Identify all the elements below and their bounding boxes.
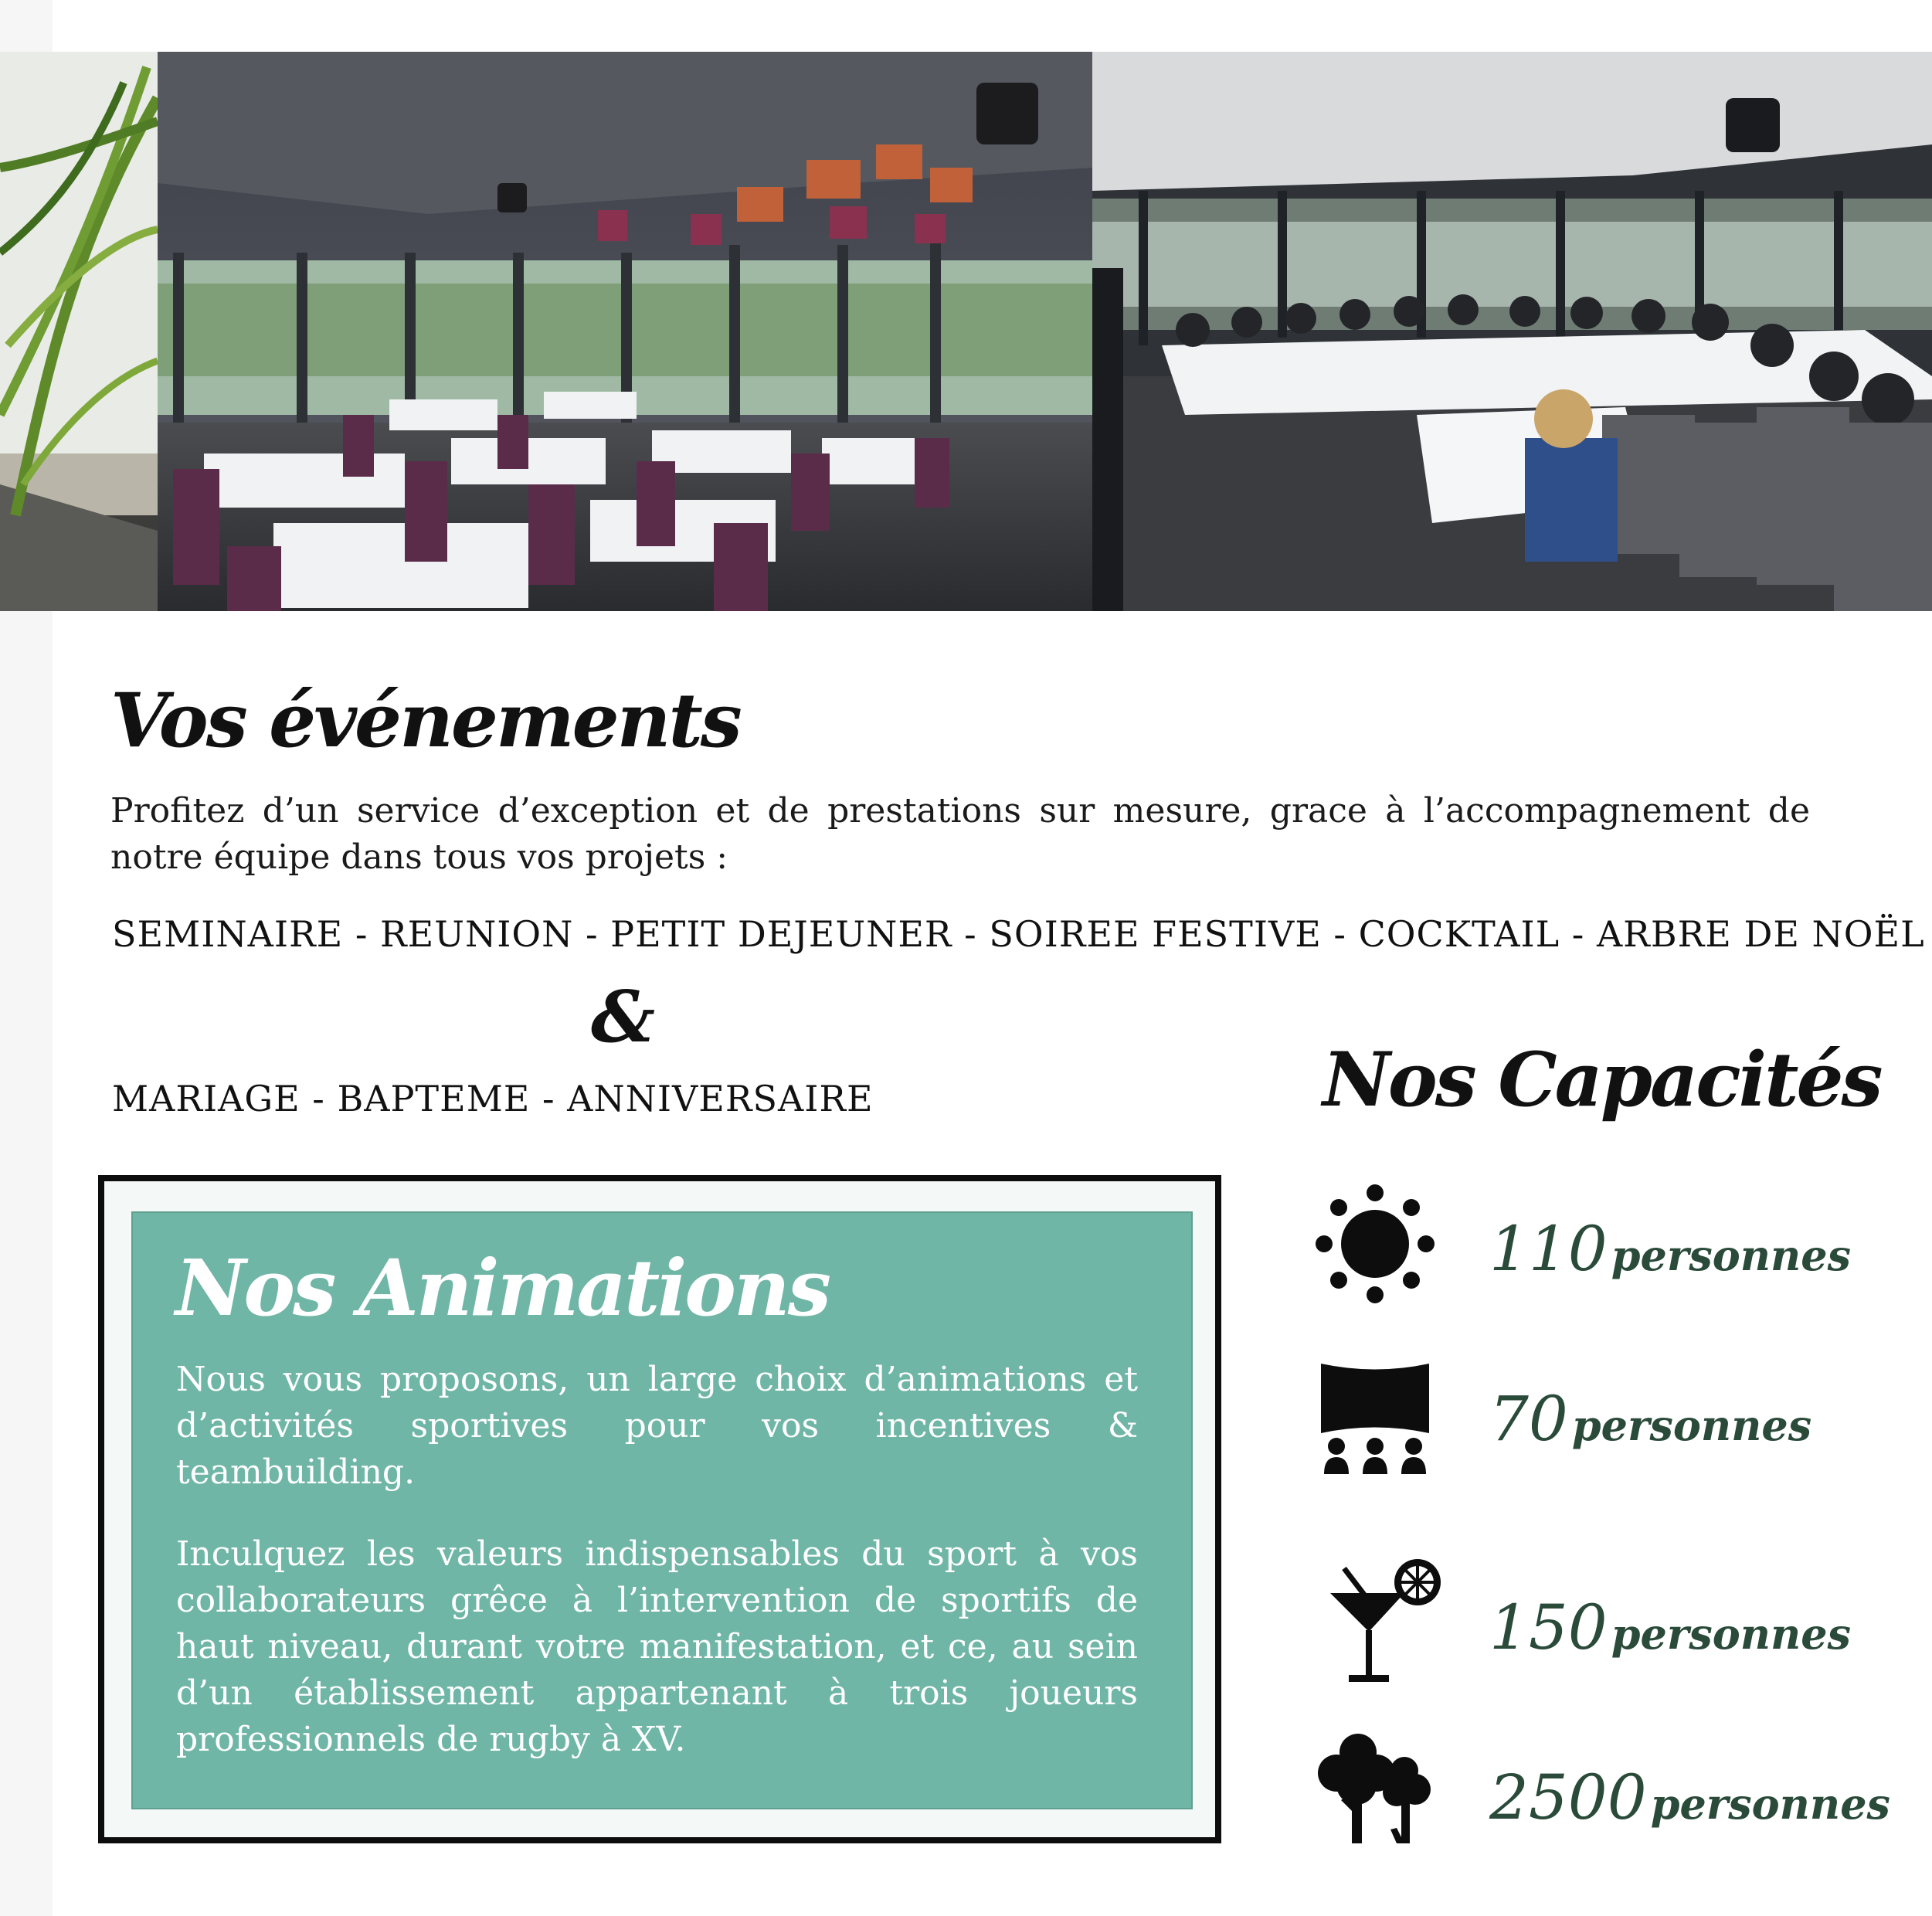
capacity-unit: personnes xyxy=(1611,1609,1852,1659)
capacity-unit: personnes xyxy=(1650,1779,1890,1829)
event-types-business: SEMINAIRE - REUNION - PETIT DEJEUNER - SOIREE FESTIVE - COCKTAIL - ARBRE DE NOËL xyxy=(112,913,1925,955)
capacity-banquet-label xyxy=(1489,1213,1851,1285)
capacity-outdoor-label xyxy=(1489,1761,1890,1833)
events-intro-text: Profitez d’un service d’exception et de prestations sur mesure, grace à l’accompagnement de notre équipe dans tous vos projets : xyxy=(110,791,1810,877)
capacity-number: 110 xyxy=(1489,1213,1608,1285)
animations-paragraph-1: Nous vous proposons, un large choix d’animations et d’activités sportives pour vos incentives & teambuilding. xyxy=(176,1360,1138,1492)
restaurant-dining-room-photo xyxy=(158,52,1092,611)
capacity-theater xyxy=(1313,1360,1900,1491)
capacity-unit: personnes xyxy=(1571,1401,1812,1450)
ampersand: & xyxy=(591,975,654,1058)
events-title: Vos événements xyxy=(110,677,740,764)
animations-title: Nos Animations xyxy=(175,1242,829,1333)
capacity-unit: personnes xyxy=(1611,1231,1852,1280)
theater-screen-icon xyxy=(1313,1360,1437,1486)
capacities-title: Nos Capacités xyxy=(1323,1036,1881,1123)
cocktail-glass-icon xyxy=(1313,1553,1445,1695)
photo-banner xyxy=(0,52,1932,611)
capacity-banquet xyxy=(1313,1182,1900,1313)
meeting-room-photo xyxy=(1092,52,1932,611)
capacity-number: 150 xyxy=(1489,1592,1608,1663)
capacity-number: 70 xyxy=(1489,1383,1568,1455)
animations-paragraph-2: Inculquez les valeurs indispensables du sport à vos collaborateurs grêce à l’intervention de sportifs de haut niveau, durant votre manifestation, et ce, au sein d’un établissement appartenant à trois joueurs professionnels de rugby à XV. xyxy=(176,1534,1138,1759)
capacity-number: 2500 xyxy=(1489,1761,1647,1833)
trees-icon xyxy=(1313,1731,1437,1850)
plant-photo xyxy=(0,52,158,611)
event-types-private: MARIAGE - BAPTEME - ANNIVERSAIRE xyxy=(112,1078,874,1119)
capacity-theater-label xyxy=(1489,1383,1811,1455)
animations-panel xyxy=(131,1211,1193,1809)
round-table-icon xyxy=(1313,1182,1437,1309)
capacity-cocktail xyxy=(1313,1553,1900,1684)
capacity-cocktail-label xyxy=(1489,1592,1851,1663)
capacity-outdoor xyxy=(1313,1731,1900,1862)
